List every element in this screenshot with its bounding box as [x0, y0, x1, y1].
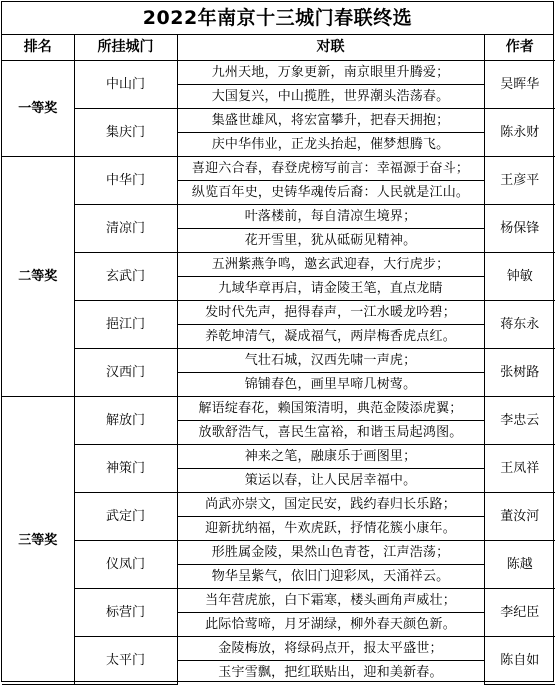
couplet-lower-line: 迎新扰纳福，牛欢虎跃，抒情花簇小康年。	[177, 517, 484, 541]
author-cell: 杨保锋	[484, 205, 555, 253]
author-cell: 陈越	[484, 541, 555, 589]
author-cell: 张树路	[484, 349, 555, 397]
author-cell: 李忠云	[484, 397, 555, 445]
couplet-upper-line: 发时代先声，挹得春声，一江水暖龙吟碧；	[177, 301, 484, 325]
couplet-lower-line: 大国复兴，中山揽胜，世界潮头浩荡春。	[177, 85, 484, 109]
gate-cell: 武定门	[74, 493, 177, 541]
table-row	[2, 589, 555, 613]
table-row	[2, 541, 555, 565]
author-cell: 王彦平	[484, 157, 555, 205]
page-title: 2022年南京十三城门春联终选	[2, 2, 553, 35]
couplet-upper-line: 尚武亦崇文，国定民安，践约春归长乐路；	[177, 493, 484, 517]
couplet-upper-line: 金陵梅放，将绿码点开，报太平盛世；	[177, 637, 484, 661]
author-cell: 钟敏	[484, 253, 555, 301]
couplet-lower-line: 玉宇雪飘，把红联贴出，迎和美新春。	[177, 661, 484, 685]
gate-cell: 汉西门	[74, 349, 177, 397]
couplet-lower-line: 纵览百年史，史铸华魂传后裔：人民就是江山。	[177, 181, 484, 205]
couplet-upper-line: 喜迎六合春，春登虎榜写前言：幸福源于奋斗；	[177, 157, 484, 181]
table-row	[2, 109, 555, 133]
table-row	[2, 301, 555, 325]
couplet-lower-line: 花开雪里，犹从砥砺见精神。	[177, 229, 484, 253]
couplet-sheet	[1, 1, 554, 682]
header-row	[2, 35, 555, 61]
gate-cell: 中华门	[74, 157, 177, 205]
couplet-upper-line: 当年营虎旅，白下霜寒，楼头画角声威壮；	[177, 589, 484, 613]
prize-cell: 一等奖	[2, 61, 74, 157]
table-row	[2, 397, 555, 421]
gate-cell: 太平门	[74, 637, 177, 685]
couplet-upper-line: 九州天地，万象更新，南京眼里升腾爱；	[177, 61, 484, 85]
prize-cell: 三等奖	[2, 397, 74, 685]
results-table	[2, 35, 555, 685]
gate-cell: 玄武门	[74, 253, 177, 301]
gate-cell: 标营门	[74, 589, 177, 637]
header-couplet: 对联	[177, 35, 484, 61]
gate-cell: 解放门	[74, 397, 177, 445]
gate-cell: 清凉门	[74, 205, 177, 253]
gate-cell: 仪凤门	[74, 541, 177, 589]
header-rank: 排名	[2, 35, 74, 61]
couplet-upper-line: 神来之笔，融康乐于画图里；	[177, 445, 484, 469]
gate-cell: 神策门	[74, 445, 177, 493]
couplet-lower-line: 锦铺春色，画里早啼几树莺。	[177, 373, 484, 397]
couplet-upper-line: 五洲紫燕争鸣，邀玄武迎春，大行虎步；	[177, 253, 484, 277]
header-gate: 所挂城门	[74, 35, 177, 61]
couplet-lower-line: 庆中华伟业，正龙头抬起，催梦想腾飞。	[177, 133, 484, 157]
gate-cell: 集庆门	[74, 109, 177, 157]
table-row	[2, 637, 555, 661]
table-row	[2, 349, 555, 373]
couplet-lower-line: 养乾坤清气，凝成福气，两岸梅香虎点红。	[177, 325, 484, 349]
table-row	[2, 61, 555, 85]
couplet-lower-line: 物华呈紫气，依旧门迎彩凤，天涌祥云。	[177, 565, 484, 589]
table-row	[2, 493, 555, 517]
author-cell: 陈永财	[484, 109, 555, 157]
couplet-upper-line: 气壮石城，汉西先啸一声虎；	[177, 349, 484, 373]
table-row	[2, 205, 555, 229]
couplet-lower-line: 九域华章再启，请金陵王笔，直点龙睛	[177, 277, 484, 301]
table-row	[2, 157, 555, 181]
prize-cell: 二等奖	[2, 157, 74, 397]
author-cell: 蒋东永	[484, 301, 555, 349]
author-cell: 吴晖华	[484, 61, 555, 109]
couplet-upper-line: 集盛世雄风，将宏富攀升，把春天拥抱；	[177, 109, 484, 133]
author-cell: 李纪臣	[484, 589, 555, 637]
couplet-lower-line: 策运以春，让人民居幸福中。	[177, 469, 484, 493]
gate-cell: 中山门	[74, 61, 177, 109]
couplet-upper-line: 解语绽春花，赖国策清明，典范金陵添虎翼；	[177, 397, 484, 421]
header-author: 作者	[484, 35, 555, 61]
author-cell: 王凤祥	[484, 445, 555, 493]
author-cell: 陈自如	[484, 637, 555, 685]
gate-cell: 挹江门	[74, 301, 177, 349]
couplet-lower-line: 放歌舒浩气，喜民生富裕，和谐玉局起鸿图。	[177, 421, 484, 445]
table-row	[2, 445, 555, 469]
couplet-upper-line: 叶落楼前，每自清凉生境界；	[177, 205, 484, 229]
author-cell: 董汝河	[484, 493, 555, 541]
table-row	[2, 253, 555, 277]
couplet-upper-line: 形胜属金陵，果然山色青苍，江声浩荡；	[177, 541, 484, 565]
couplet-lower-line: 此际恰莺啼，月牙湖绿，柳外春天颜色新。	[177, 613, 484, 637]
table-body	[2, 61, 555, 685]
